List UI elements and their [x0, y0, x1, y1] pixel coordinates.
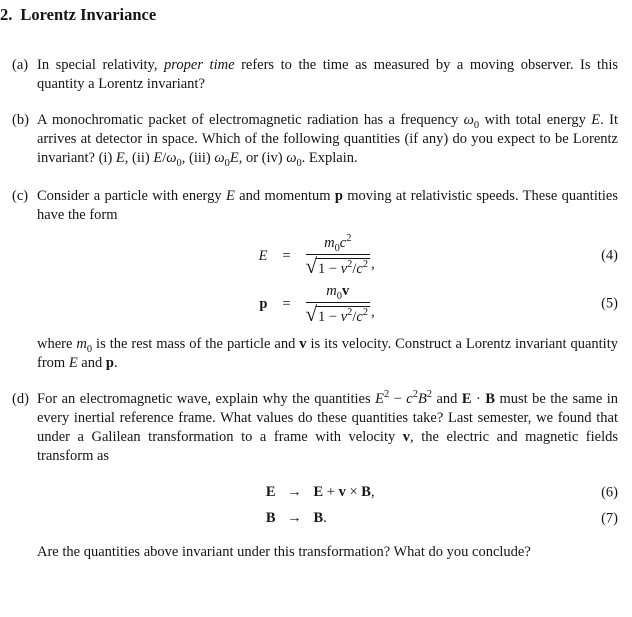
item-d-text: For an electromagnetic wave, explain why the quantities $E^2 - c^2B^2$ and E · B must be the same in every inertial reference frame. What values do these quantities take? Last semester, we found that under a Galilean transformation to a frame with velocity v, the electric and magnetic fields transform as: [37, 389, 619, 464]
equation-7: [37, 509, 618, 528]
arrow-icon: →: [287, 484, 302, 500]
sqrt-radicand: $1 - v^2/c^2$: [318, 307, 369, 325]
item-c-continuation: where $m_0$ is the rest mass of the particle and v is its velocity. Construct a Lorentz invariant quantity from E and p.: [37, 336, 618, 371]
equation-6-lhs: E: [265, 484, 276, 500]
item-c-body: [37, 187, 618, 373]
item-b-body: [37, 111, 618, 168]
equation-5-number: (5): [601, 295, 618, 312]
fraction-numerator: $m_0v$: [326, 283, 350, 302]
equation-4-rhs: [306, 234, 418, 278]
equation-group-field-transformation: [37, 483, 618, 528]
problem-number: 2.: [0, 5, 13, 24]
item-c-text: Consider a particle with energy E and momentum p moving at relativistic speeds. These quantities have the form: [37, 188, 618, 223]
equation-4-number: (4): [601, 247, 618, 264]
equals-sign: =: [282, 295, 291, 312]
fraction-denominator: [306, 255, 371, 278]
equation-5: [37, 282, 618, 326]
item-d: [0, 390, 618, 562]
item-a-text: In special relativity, proper time refers to the time as measured by a moving observer. Is this quantity a Lorentz invariant?: [37, 57, 619, 92]
equals-sign: =: [282, 247, 291, 264]
equation-6-rhs: E + v × B,: [313, 484, 375, 500]
item-b: [0, 111, 618, 168]
fraction-numerator: $m_0c^2$: [324, 233, 352, 254]
sqrt-radicand: $1 - v^2/c^2$: [318, 259, 369, 277]
fraction: [306, 282, 371, 326]
item-a: [0, 56, 618, 94]
equation-6: [37, 483, 618, 502]
arrow-icon: →: [287, 510, 302, 526]
equation-5-rhs: [306, 282, 418, 326]
square-root: [306, 256, 371, 278]
item-d-label: (d): [12, 391, 29, 407]
problem-heading: [0, 4, 618, 25]
equation-7-lhs: B: [265, 510, 276, 526]
fraction: [306, 234, 371, 278]
item-a-body: [37, 56, 618, 94]
item-c-label: (c): [12, 188, 29, 204]
item-b-label: (b): [12, 112, 29, 128]
equation-5-comma: ,: [371, 303, 375, 320]
item-c: [0, 187, 618, 373]
fraction-denominator: [306, 303, 371, 326]
equation-5-lhs: p: [259, 295, 268, 312]
square-root: [306, 304, 371, 326]
sqrt-radical-icon: √: [305, 302, 318, 326]
equation-group-energy-momentum: [37, 234, 618, 326]
equation-7-number: (7): [601, 510, 618, 526]
item-b-text: A monochromatic packet of electromagnetic radiation has a frequency $\omega_0$ with total energy E. It arrives at detector in space. Which of the following quantities (if any) do you expect to be Lorentz invariant? (i) E, (ii) $E/\omega_0$, (iii) $\omega_0E$, or (iv) $\omega_0$. Explain.: [37, 112, 618, 169]
equation-7-rhs: B.: [313, 510, 327, 526]
item-a-label: (a): [12, 57, 29, 73]
equation-4-comma: ,: [371, 255, 375, 272]
equation-4: [37, 234, 618, 278]
problem-title: Lorentz Invariance: [20, 5, 157, 24]
equation-6-number: (6): [601, 484, 618, 500]
equation-4-lhs: E: [258, 247, 268, 264]
item-d-continuation: Are the quantities above invariant under this transformation? What do you conclude?: [37, 544, 531, 560]
sqrt-radical-icon: √: [305, 254, 318, 278]
item-d-body: [37, 390, 618, 562]
